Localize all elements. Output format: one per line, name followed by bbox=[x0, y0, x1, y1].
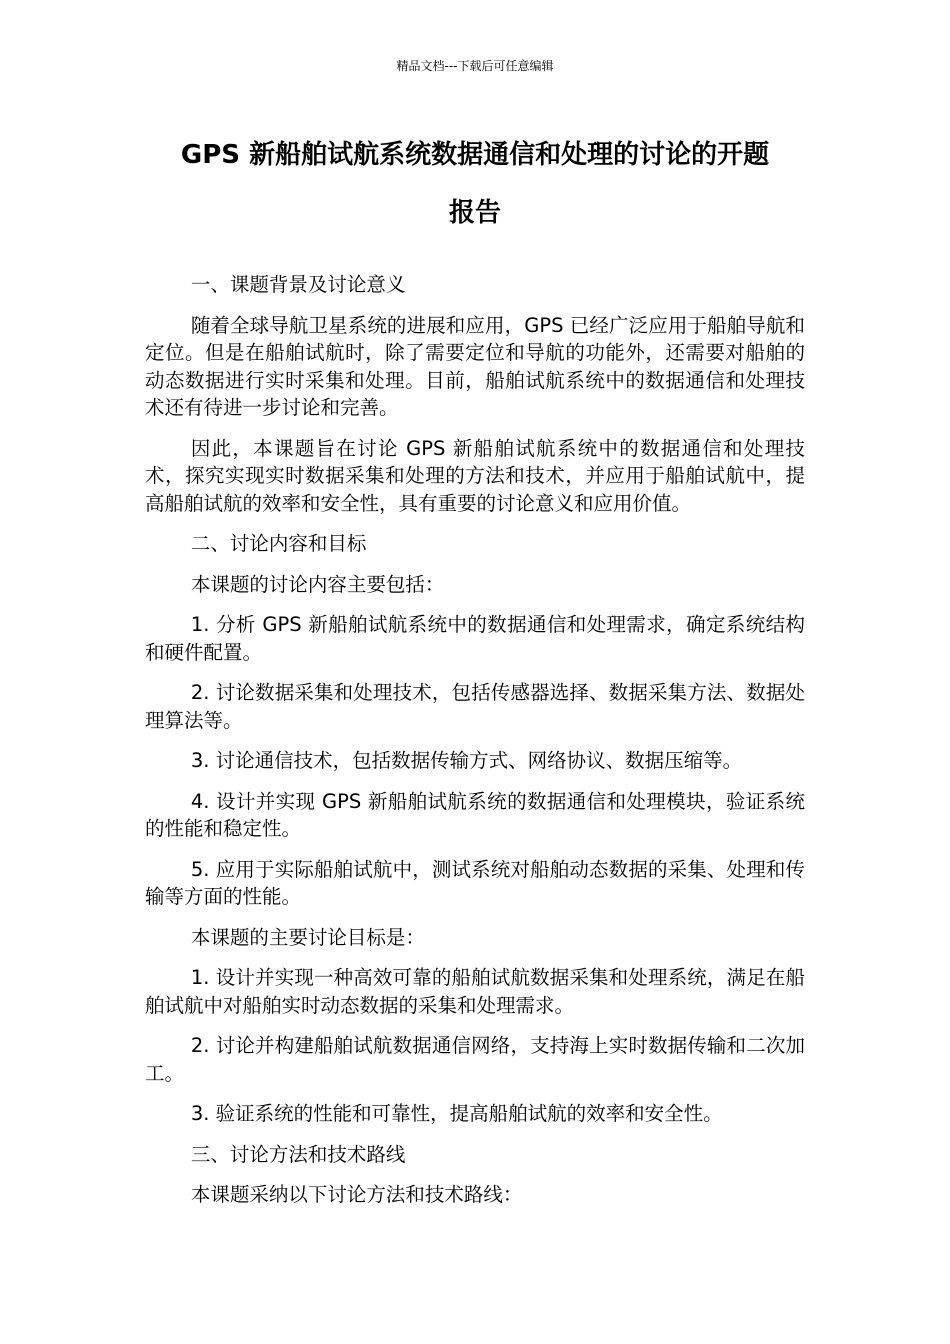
body-paragraph: 因此，本课题旨在讨论 GPS 新船舶试航系统中的数据通信和处理技术，探究实现实时数据采集和处理的方法和技术，并应用于船舶试航中，提高船舶试航的效率和安全性，具有重要的讨论意义和应用价值。 bbox=[145, 436, 805, 515]
body-paragraph: 本课题的主要讨论目标是： bbox=[190, 925, 425, 949]
document-body bbox=[145, 271, 805, 1222]
list-item: 2. 讨论并构建船舶试航数据通信网络，支持海上实时数据传输和二次加工。 bbox=[145, 1034, 805, 1085]
list-item: 1. 分析 GPS 新船舶试航系统中的数据通信和处理需求，确定系统结构和硬件配置。 bbox=[145, 613, 805, 664]
list-item: 4. 设计并实现 GPS 新船舶试航系统的数据通信和处理模块，验证系统的性能和稳定性。 bbox=[145, 789, 805, 840]
body-paragraph: 随着全球导航卫星系统的进展和应用，GPS 已经广泛应用于船舶导航和定位。但是在船舶试航时，除了需要定位和导航的功能外，还需要对船舶的动态数据进行实时采集和处理。目前，船舶试航系统中的数据通信和处理技术还有待进一步讨论和完善。 bbox=[145, 313, 805, 419]
list-item: 3. 验证系统的性能和可靠性，提高船舶试航的效率和安全性。 bbox=[190, 1102, 723, 1125]
document-title-line-2: 报告 bbox=[448, 198, 501, 228]
page-header: 精品文档---下载后可任意编辑 bbox=[396, 59, 554, 73]
list-item: 3. 讨论通信技术，包括数据传输方式、网络协议、数据压缩等。 bbox=[190, 749, 743, 772]
body-paragraph: 本课题的讨论内容主要包括： bbox=[190, 572, 445, 596]
section-heading: 三、讨论方法和技术路线 bbox=[190, 1142, 406, 1166]
list-item: 1. 设计并实现一种高效可靠的船舶试航数据采集和处理系统，满足在船舶试航中对船舶实时动态数据的采集和处理需求。 bbox=[145, 966, 805, 1017]
section-heading: 二、讨论内容和目标 bbox=[190, 532, 367, 555]
section-heading: 一、课题背景及讨论意义 bbox=[190, 273, 406, 296]
body-paragraph: 本课题采纳以下讨论方法和技术路线： bbox=[190, 1183, 523, 1206]
list-item: 2. 讨论数据采集和处理技术，包括传感器选择、数据采集方法、数据处理算法等。 bbox=[145, 681, 805, 732]
list-item: 5. 应用于实际船舶试航中，测试系统对船舶动态数据的采集、处理和传输等方面的性能。 bbox=[145, 857, 805, 908]
document-title-line-1: GPS 新船舶试航系统数据通信和处理的讨论的开题 bbox=[180, 140, 770, 170]
